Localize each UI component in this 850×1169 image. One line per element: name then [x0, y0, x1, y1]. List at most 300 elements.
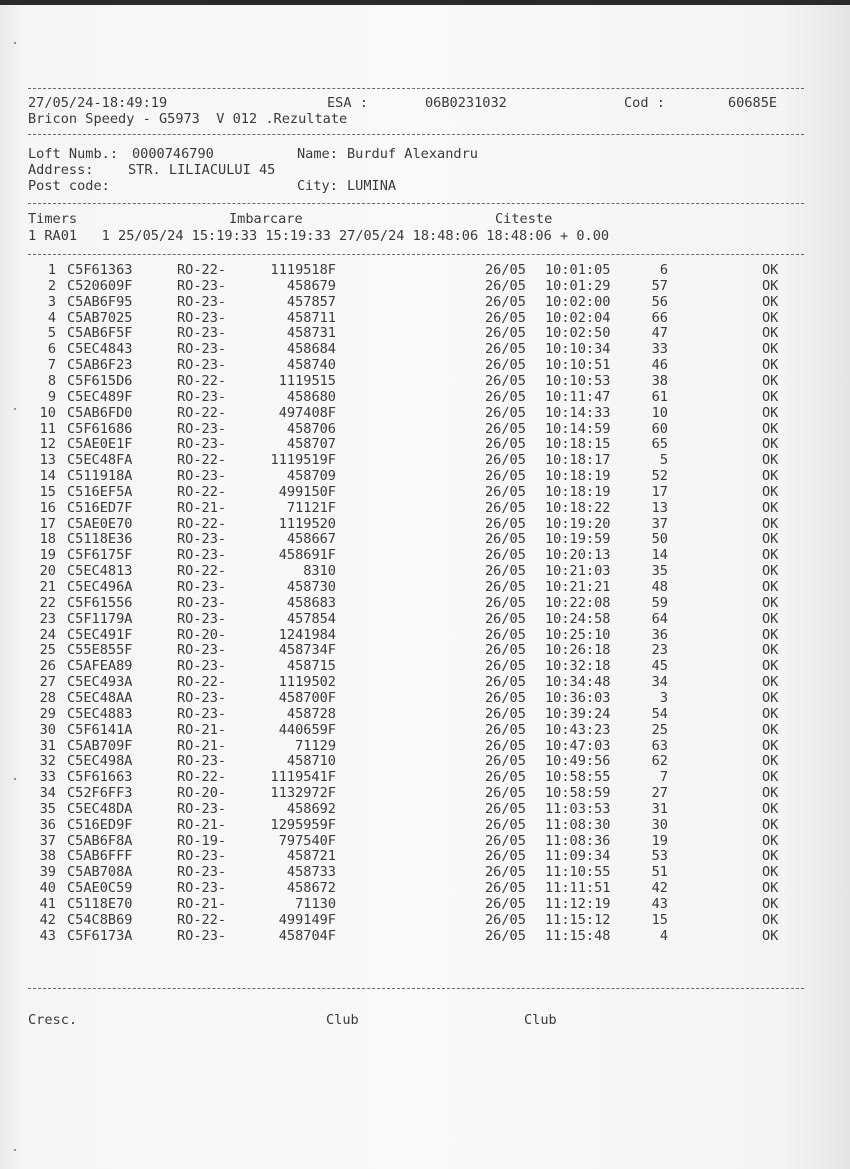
arrival-time: 11:12:19	[545, 896, 611, 912]
ring-number: 1119541F	[270, 769, 336, 786]
ring-number: 458667	[286, 531, 336, 548]
table-row	[0, 279, 850, 294]
arrival-time: 10:25:10	[545, 626, 611, 643]
postcode-label: Post code:	[28, 178, 110, 194]
position-number: 3	[659, 689, 668, 706]
row-index: 19	[39, 547, 56, 564]
arrival-date: 26/05	[485, 880, 526, 897]
status-ok: OK	[762, 372, 779, 389]
status-ok: OK	[762, 357, 779, 374]
arrival-date: 26/05	[485, 452, 526, 469]
arrival-date: 26/05	[485, 579, 526, 595]
esa-value: 06B0231032	[425, 95, 507, 111]
ring-number: 458721	[286, 848, 336, 865]
ring-number: 71130	[295, 896, 336, 912]
position-number: 14	[651, 547, 668, 564]
status-ok: OK	[762, 610, 779, 627]
position-number: 45	[651, 658, 668, 675]
arrival-time: 10:26:18	[545, 642, 611, 659]
position-number: 25	[651, 721, 668, 738]
ring-number: 458692	[286, 800, 336, 817]
ring-prefix: RO-23-	[177, 531, 227, 548]
row-index: 34	[39, 785, 56, 802]
chip-code: C5F61556	[67, 594, 133, 611]
status-ok: OK	[762, 737, 779, 754]
chip-code: C520609F	[67, 277, 133, 294]
ring-number: 797540F	[278, 832, 336, 849]
separator-line	[28, 254, 804, 255]
ring-prefix: RO-20-	[177, 785, 227, 802]
status-ok: OK	[762, 769, 779, 786]
status-ok: OK	[762, 800, 779, 817]
chip-code: C516EF5A	[67, 483, 133, 500]
chip-code: C5EC498A	[67, 753, 133, 770]
position-number: 33	[651, 341, 668, 358]
status-ok: OK	[762, 880, 779, 897]
ring-number: 458740	[286, 357, 336, 374]
arrival-date: 26/05	[485, 658, 526, 675]
arrival-date: 26/05	[485, 531, 526, 548]
status-ok: OK	[762, 388, 779, 405]
table-row	[0, 834, 850, 849]
ring-number: 457857	[286, 293, 336, 310]
chip-code: C516ED7F	[67, 499, 133, 516]
chip-code: C52F6FF3	[67, 785, 133, 802]
position-number: 19	[651, 832, 668, 849]
ring-prefix: RO-22-	[177, 674, 227, 691]
ring-prefix: RO-23-	[177, 880, 227, 897]
chip-code: C5AE0E1F	[67, 436, 133, 453]
position-number: 46	[651, 357, 668, 374]
ring-prefix: RO-23-	[177, 658, 227, 675]
row-index: 36	[39, 816, 56, 833]
position-number: 6	[659, 262, 668, 278]
arrival-time: 10:43:23	[545, 721, 611, 738]
chip-code: C5F61363	[67, 262, 133, 278]
position-number: 57	[651, 277, 668, 294]
ring-prefix: RO-23-	[177, 436, 227, 453]
chip-code: C55E855F	[67, 642, 133, 659]
row-index: 41	[39, 896, 56, 912]
ring-prefix: RO-23-	[177, 864, 227, 881]
printed-report-page	[0, 5, 850, 1169]
row-index: 21	[39, 579, 56, 595]
club-signature-label: Club	[524, 1012, 557, 1028]
chip-code: C5F61686	[67, 420, 133, 437]
table-row	[0, 786, 850, 801]
status-ok: OK	[762, 705, 779, 722]
status-ok: OK	[762, 626, 779, 643]
status-ok: OK	[762, 721, 779, 738]
chip-code: C5AE0C59	[67, 880, 133, 897]
row-index: 9	[47, 388, 56, 405]
table-row	[0, 311, 850, 326]
arrival-date: 26/05	[485, 721, 526, 738]
ring-prefix: RO-23-	[177, 642, 227, 659]
cod-value: 60685E	[728, 95, 778, 111]
arrival-date: 26/05	[485, 594, 526, 611]
address-value: STR. LILIACULUI 45	[128, 162, 276, 178]
arrival-date: 26/05	[485, 293, 526, 310]
arrival-time: 11:03:53	[545, 800, 611, 817]
position-number: 23	[651, 642, 668, 659]
table-row	[0, 342, 850, 357]
position-number: 56	[651, 293, 668, 310]
status-ok: OK	[762, 848, 779, 865]
separator-line	[28, 134, 804, 135]
ring-prefix: RO-23-	[177, 594, 227, 611]
device-info: Bricon Speedy - G5973 V 012 .Rezultate	[28, 111, 348, 127]
chip-code: C5AB7025	[67, 309, 133, 326]
arrival-time: 10:18:22	[545, 499, 611, 516]
arrival-time: 10:58:55	[545, 769, 611, 786]
status-ok: OK	[762, 277, 779, 294]
ring-number: 499150F	[278, 483, 336, 500]
position-number: 65	[651, 436, 668, 453]
cod-label: Cod :	[624, 95, 665, 111]
arrival-time: 10:47:03	[545, 737, 611, 754]
position-number: 43	[651, 896, 668, 912]
arrival-time: 10:34:48	[545, 674, 611, 691]
table-row	[0, 469, 850, 484]
arrival-time: 10:49:56	[545, 753, 611, 770]
table-row	[0, 707, 850, 722]
ring-number: 458683	[286, 594, 336, 611]
arrival-date: 26/05	[485, 309, 526, 326]
arrival-time: 10:14:59	[545, 420, 611, 437]
arrival-date: 26/05	[485, 420, 526, 437]
row-index: 6	[47, 341, 56, 358]
ring-number: 458672	[286, 880, 336, 897]
ring-prefix: RO-22-	[177, 262, 227, 278]
arrival-time: 10:19:20	[545, 515, 611, 532]
chip-code: C511918A	[67, 468, 133, 485]
chip-code: C54C8B69	[67, 911, 133, 928]
chip-code: C516ED9F	[67, 816, 133, 833]
arrival-date: 26/05	[485, 832, 526, 849]
table-row	[0, 453, 850, 468]
ring-number: 458691F	[278, 547, 336, 564]
status-ok: OK	[762, 547, 779, 564]
status-ok: OK	[762, 753, 779, 770]
chip-code: C5AB6F23	[67, 357, 133, 374]
table-row	[0, 643, 850, 658]
row-index: 3	[47, 293, 56, 310]
separator-line	[28, 203, 804, 204]
chip-code: C5AB708A	[67, 864, 133, 881]
status-ok: OK	[762, 785, 779, 802]
ring-number: 458734F	[278, 642, 336, 659]
table-row	[0, 802, 850, 817]
chip-code: C5EC4813	[67, 563, 133, 580]
ring-number: 458706	[286, 420, 336, 437]
arrival-time: 11:08:36	[545, 832, 611, 849]
arrival-time: 10:24:58	[545, 610, 611, 627]
loft-number-value: 0000746790	[132, 146, 214, 162]
ring-number: 8310	[303, 563, 336, 580]
ring-number: 1295959F	[270, 816, 336, 833]
position-number: 34	[651, 674, 668, 691]
status-ok: OK	[762, 293, 779, 310]
ring-prefix: RO-23-	[177, 293, 227, 310]
arrival-date: 26/05	[485, 547, 526, 564]
citeste-label: Citeste	[495, 211, 553, 227]
ring-number: 458733	[286, 864, 336, 881]
arrival-time: 10:10:53	[545, 372, 611, 389]
row-index: 31	[39, 737, 56, 754]
row-index: 8	[47, 372, 56, 389]
ring-prefix: RO-23-	[177, 610, 227, 627]
table-row	[0, 485, 850, 500]
ring-prefix: RO-23-	[177, 341, 227, 358]
table-row	[0, 929, 850, 944]
chip-code: C5AB709F	[67, 737, 133, 754]
position-number: 51	[651, 864, 668, 881]
position-number: 66	[651, 309, 668, 326]
ring-prefix: RO-21-	[177, 816, 227, 833]
row-index: 37	[39, 832, 56, 849]
row-index: 35	[39, 800, 56, 817]
table-row	[0, 675, 850, 690]
status-ok: OK	[762, 689, 779, 706]
row-index: 1	[47, 262, 56, 278]
chip-code: C5EC48DA	[67, 800, 133, 817]
position-number: 52	[651, 468, 668, 485]
arrival-time: 10:20:13	[545, 547, 611, 564]
row-index: 13	[39, 452, 56, 469]
ring-number: 1119519F	[270, 452, 336, 469]
ring-prefix: RO-22-	[177, 372, 227, 389]
arrival-date: 26/05	[485, 848, 526, 865]
row-index: 7	[47, 357, 56, 374]
status-ok: OK	[762, 816, 779, 833]
chip-code: C5EC4883	[67, 705, 133, 722]
arrival-date: 26/05	[485, 911, 526, 928]
cresc-signature-label: Cresc.	[28, 1012, 78, 1028]
table-row	[0, 739, 850, 754]
chip-code: C5AB6F5F	[67, 325, 133, 342]
address-label: Address:	[28, 162, 94, 178]
position-number: 50	[651, 531, 668, 548]
chip-code: C5EC491F	[67, 626, 133, 643]
table-row	[0, 548, 850, 563]
status-ok: OK	[762, 262, 779, 278]
arrival-time: 10:02:04	[545, 309, 611, 326]
row-index: 12	[39, 436, 56, 453]
row-index: 5	[47, 325, 56, 342]
chip-code: C5118E70	[67, 896, 133, 912]
arrival-time: 10:02:00	[545, 293, 611, 310]
status-ok: OK	[762, 674, 779, 691]
table-row	[0, 913, 850, 928]
separator-line	[28, 88, 804, 89]
arrival-date: 26/05	[485, 388, 526, 405]
position-number: 37	[651, 515, 668, 532]
arrival-date: 26/05	[485, 262, 526, 278]
chip-code: C5EC48FA	[67, 452, 133, 469]
ring-prefix: RO-22-	[177, 483, 227, 500]
table-row	[0, 374, 850, 389]
status-ok: OK	[762, 896, 779, 912]
ring-number: 458710	[286, 753, 336, 770]
arrival-date: 26/05	[485, 689, 526, 706]
row-index: 27	[39, 674, 56, 691]
arrival-date: 26/05	[485, 705, 526, 722]
status-ok: OK	[762, 594, 779, 611]
arrival-time: 11:08:30	[545, 816, 611, 833]
arrival-date: 26/05	[485, 515, 526, 532]
arrival-date: 26/05	[485, 642, 526, 659]
ring-prefix: RO-23-	[177, 753, 227, 770]
ring-number: 71121F	[286, 499, 336, 516]
position-number: 59	[651, 594, 668, 611]
table-row	[0, 659, 850, 674]
name-label: Name:	[297, 146, 338, 162]
paper-speck	[14, 42, 16, 44]
arrival-date: 26/05	[485, 674, 526, 691]
ring-prefix: RO-23-	[177, 420, 227, 437]
arrival-time: 11:11:51	[545, 880, 611, 897]
arrival-date: 26/05	[485, 468, 526, 485]
table-row	[0, 881, 850, 896]
ring-number: 497408F	[278, 404, 336, 421]
chip-code: C5F6141A	[67, 721, 133, 738]
chip-code: C5F61663	[67, 769, 133, 786]
arrival-time: 11:15:12	[545, 911, 611, 928]
table-row	[0, 326, 850, 341]
position-number: 13	[651, 499, 668, 516]
status-ok: OK	[762, 531, 779, 548]
ring-prefix: RO-23-	[177, 848, 227, 865]
row-index: 43	[39, 927, 56, 944]
name-value: Burduf Alexandru	[347, 146, 478, 162]
position-number: 61	[651, 388, 668, 405]
arrival-time: 10:18:17	[545, 452, 611, 469]
ring-number: 458684	[286, 341, 336, 358]
ring-prefix: RO-22-	[177, 452, 227, 469]
arrival-time: 11:15:48	[545, 927, 611, 944]
row-index: 17	[39, 515, 56, 532]
ring-number: 458730	[286, 579, 336, 595]
chip-code: C5AB6FD0	[67, 404, 133, 421]
timers-label: Timers	[28, 211, 78, 227]
position-number: 42	[651, 880, 668, 897]
ring-number: 1241984	[278, 626, 336, 643]
ring-number: 458707	[286, 436, 336, 453]
arrival-time: 10:36:03	[545, 689, 611, 706]
chip-code: C5F615D6	[67, 372, 133, 389]
table-row	[0, 580, 850, 595]
arrival-date: 26/05	[485, 800, 526, 817]
ring-number: 1119518F	[270, 262, 336, 278]
arrival-time: 10:58:59	[545, 785, 611, 802]
ring-prefix: RO-20-	[177, 626, 227, 643]
row-index: 25	[39, 642, 56, 659]
ring-number: 457854	[286, 610, 336, 627]
row-index: 24	[39, 626, 56, 643]
ring-number: 499149F	[278, 911, 336, 928]
position-number: 53	[651, 848, 668, 865]
arrival-date: 26/05	[485, 357, 526, 374]
ring-number: 458679	[286, 277, 336, 294]
table-row	[0, 422, 850, 437]
ring-number: 458728	[286, 705, 336, 722]
row-index: 33	[39, 769, 56, 786]
table-row	[0, 437, 850, 452]
arrival-time: 10:21:21	[545, 579, 611, 595]
table-row	[0, 564, 850, 579]
position-number: 15	[651, 911, 668, 928]
status-ok: OK	[762, 404, 779, 421]
arrival-date: 26/05	[485, 626, 526, 643]
ring-prefix: RO-22-	[177, 404, 227, 421]
table-row	[0, 406, 850, 421]
table-row	[0, 865, 850, 880]
position-number: 38	[651, 372, 668, 389]
ring-prefix: RO-22-	[177, 769, 227, 786]
status-ok: OK	[762, 325, 779, 342]
ring-prefix: RO-23-	[177, 277, 227, 294]
arrival-date: 26/05	[485, 769, 526, 786]
status-ok: OK	[762, 452, 779, 469]
arrival-time: 10:19:59	[545, 531, 611, 548]
status-ok: OK	[762, 499, 779, 516]
arrival-date: 26/05	[485, 325, 526, 342]
table-row	[0, 691, 850, 706]
ring-prefix: RO-23-	[177, 927, 227, 944]
ring-prefix: RO-21-	[177, 721, 227, 738]
loft-number-label: Loft Numb.:	[28, 146, 119, 162]
club-signature-label: Club	[326, 1012, 359, 1028]
status-ok: OK	[762, 579, 779, 595]
ring-prefix: RO-23-	[177, 325, 227, 342]
arrival-time: 10:18:15	[545, 436, 611, 453]
ring-prefix: RO-23-	[177, 579, 227, 595]
row-index: 40	[39, 880, 56, 897]
arrival-date: 26/05	[485, 610, 526, 627]
arrival-date: 26/05	[485, 816, 526, 833]
ring-prefix: RO-23-	[177, 309, 227, 326]
status-ok: OK	[762, 832, 779, 849]
chip-code: C5EC493A	[67, 674, 133, 691]
row-index: 4	[47, 309, 56, 326]
table-row	[0, 770, 850, 785]
table-row	[0, 263, 850, 278]
arrival-date: 26/05	[485, 927, 526, 944]
position-number: 35	[651, 563, 668, 580]
arrival-time: 10:39:24	[545, 705, 611, 722]
city-value: LUMINA	[347, 178, 397, 194]
table-row	[0, 295, 850, 310]
status-ok: OK	[762, 483, 779, 500]
position-number: 60	[651, 420, 668, 437]
table-row	[0, 358, 850, 373]
arrival-time: 10:32:18	[545, 658, 611, 675]
status-ok: OK	[762, 341, 779, 358]
arrival-time: 10:01:05	[545, 262, 611, 278]
chip-code: C5EC4843	[67, 341, 133, 358]
arrival-date: 26/05	[485, 499, 526, 516]
row-index: 39	[39, 864, 56, 881]
status-ok: OK	[762, 927, 779, 944]
arrival-time: 10:22:08	[545, 594, 611, 611]
position-number: 36	[651, 626, 668, 643]
chip-code: C5F6175F	[67, 547, 133, 564]
imbarcare-label: Imbarcare	[229, 211, 303, 227]
row-index: 20	[39, 563, 56, 580]
table-row	[0, 501, 850, 516]
chip-code: C5F1179A	[67, 610, 133, 627]
